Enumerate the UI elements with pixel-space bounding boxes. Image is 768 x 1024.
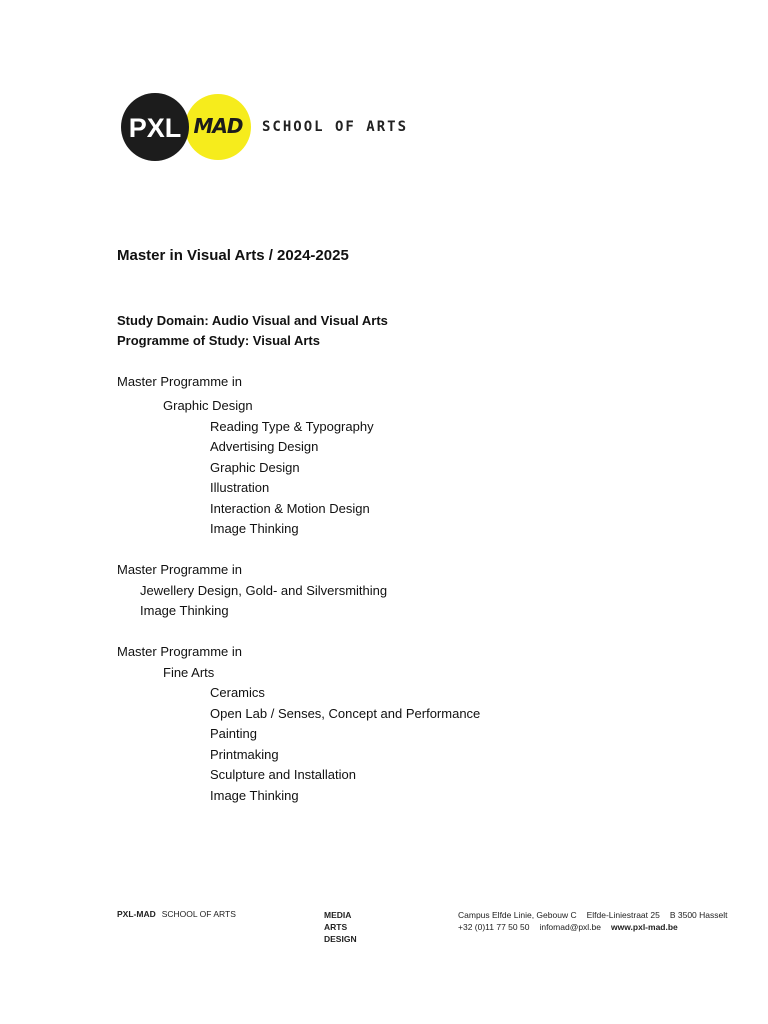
programme-heading: Master Programme in	[117, 562, 242, 577]
list-item: Image Thinking	[210, 521, 299, 536]
programme-heading: Master Programme in	[117, 644, 242, 659]
footer-phone: +32 (0)11 77 50 50	[458, 922, 530, 932]
programme-name: Graphic Design	[163, 398, 253, 413]
footer-website-link[interactable]: www.pxl-mad.be	[611, 922, 678, 932]
programme-heading: Master Programme in	[117, 374, 242, 389]
study-domain: Study Domain: Audio Visual and Visual Arts	[117, 313, 388, 328]
logo-circles-icon	[120, 93, 260, 163]
footer-brand-name: PXL-MAD	[117, 909, 156, 919]
footer-mad-line: MEDIA	[324, 910, 352, 920]
list-item: Graphic Design	[210, 460, 300, 475]
list-item: Image Thinking	[210, 788, 299, 803]
programme-of-study: Programme of Study: Visual Arts	[117, 333, 320, 348]
svg-text:MAD: MAD	[193, 114, 243, 138]
list-item: Sculpture and Installation	[210, 767, 356, 782]
footer-mad-lines	[324, 909, 357, 945]
list-item: Ceramics	[210, 685, 265, 700]
footer-mad-line: DESIGN	[324, 934, 357, 944]
list-item: Jewellery Design, Gold- and Silversmithing	[140, 583, 388, 598]
footer-city: B 3500 Hasselt	[669, 910, 728, 920]
footer-address	[458, 909, 728, 933]
document-title: Master in Visual Arts / 2024-2025	[117, 247, 349, 264]
footer-brand-sub: SCHOOL OF ARTS	[161, 909, 236, 919]
list-item: Interaction & Motion Design	[210, 501, 370, 516]
footer-brand	[117, 909, 236, 919]
list-item: Illustration	[210, 480, 270, 495]
list-item: Reading Type & Typography	[210, 419, 374, 434]
list-item: Painting	[210, 726, 257, 741]
school-of-arts-logo-text: SCHOOL OF ARTS	[262, 119, 409, 135]
list-item: Open Lab / Senses, Concept and Performance	[210, 706, 481, 721]
footer-street: Elfde-Liniestraat 25	[586, 910, 660, 920]
footer-campus: Campus Elfde Linie, Gebouw C	[458, 910, 577, 920]
list-item: Advertising Design	[210, 439, 319, 454]
svg-text:PXL: PXL	[128, 113, 182, 143]
footer-email-link[interactable]: infomad@pxl.be	[539, 922, 602, 932]
footer-mad-line: ARTS	[324, 922, 348, 932]
programme-name: Fine Arts	[163, 665, 215, 680]
list-item: Image Thinking	[140, 603, 229, 618]
pxl-mad-logo	[120, 93, 410, 163]
list-item: Printmaking	[210, 747, 279, 762]
